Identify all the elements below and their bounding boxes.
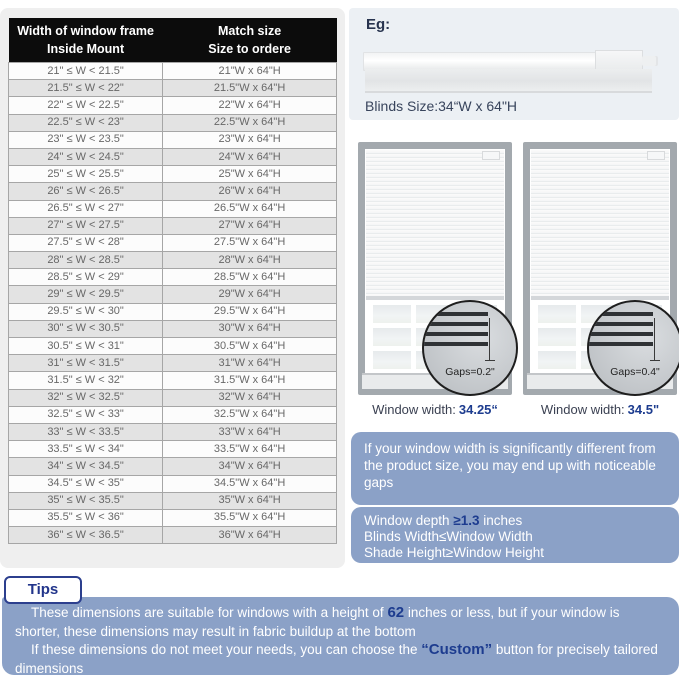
tips-panel [2,597,679,675]
cellular-shade [531,150,669,300]
table-row [9,286,337,303]
gap-measure-line [489,318,490,360]
width-range-cell: 27.5" ≤ W < 28" [9,234,163,251]
table-row [9,372,337,389]
table-row [9,389,337,406]
table-row [9,355,337,372]
gap-measure-tick [650,360,660,361]
table-row [9,475,337,492]
width-range-cell: 22.5" ≤ W < 23" [9,114,163,131]
width-range-cell: 29" ≤ W < 29.5" [9,286,163,303]
match-size-cell: 29.5"W x 64"H [163,303,337,320]
header-line: Inside Mount [47,42,125,56]
tips-custom-button-ref: “Custom” [421,641,493,659]
width-range-cell: 35.5" ≤ W < 36" [9,509,163,526]
shade-tab [647,151,665,160]
table-row [9,80,337,97]
gap-measure-line [654,318,655,360]
requirements-note [351,507,679,563]
width-range-cell: 34" ≤ W < 34.5" [9,458,163,475]
width-range-cell: 22" ≤ W < 22.5" [9,97,163,114]
window-illustration-2 [523,142,677,395]
table-row [9,492,337,509]
width-range-cell: 23" ≤ W < 23.5" [9,131,163,148]
tips-tab: Tips [4,576,82,604]
width-range-cell: 28.5" ≤ W < 29" [9,269,163,286]
match-size-cell: 25"W x 64"H [163,166,337,183]
match-size-cell: 35.5"W x 64"H [163,509,337,526]
width-range-cell: 30.5" ≤ W < 31" [9,338,163,355]
table-row [9,63,337,80]
header-width-of-window-frame [9,18,163,63]
tips-height-value: 62 [387,604,405,621]
match-size-cell: 28.5"W x 64"H [163,269,337,286]
tips-paragraph-1: These dimensions are suitable for windows with a height of 62 inches or less, but if your window is shorter, these dimensions may result in fabric buildup at the bottom [15,604,620,639]
requirement-line-height: Shade Height≥Window Height [364,545,545,561]
blinds-headrail-illustration [363,52,663,96]
cellular-shade [366,150,504,300]
gap-magnifier-2 [587,300,679,396]
match-size-cell: 26.5"W x 64"H [163,200,337,217]
requirement-line-depth: Window depth ≥1.3 inches [364,513,523,528]
table-row [9,217,337,234]
width-range-cell: 31.5" ≤ W < 32" [9,372,163,389]
width-range-cell: 31" ≤ W < 31.5" [9,355,163,372]
table-row [9,509,337,526]
gap-magnifier-1 [422,300,518,396]
header-line: Width of window frame [17,23,154,38]
window-illustration-1 [358,142,512,395]
headrail-shade-edge [365,69,652,93]
match-size-cell: 31"W x 64"H [163,355,337,372]
width-range-cell: 27" ≤ W < 27.5" [9,217,163,234]
table-row [9,97,337,114]
size-table-body [9,63,337,544]
width-range-cell: 29.5" ≤ W < 30" [9,303,163,320]
match-size-cell: 36"W x 64"H [163,527,337,544]
header-match-size [163,18,337,63]
example-box [349,8,679,120]
window-width-caption-1 [358,402,512,417]
table-row [9,166,337,183]
width-range-cell: 35" ≤ W < 35.5" [9,492,163,509]
match-size-cell: 21"W x 64"H [163,63,337,80]
window-width-value: 34.25“ [458,402,498,417]
table-row [9,234,337,251]
width-range-cell: 34.5" ≤ W < 35" [9,475,163,492]
tips-paragraph-2: If these dimensions do not meet your needs, you can choose the “Custom” button for precisely tailored dimensions [15,641,658,676]
width-range-cell: 28" ≤ W < 28.5" [9,252,163,269]
window-width-label: Window width: [372,402,456,417]
match-size-cell: 23"W x 64"H [163,131,337,148]
header-line: Match size [217,23,282,38]
table-row [9,114,337,131]
window-width-label: Window width: [540,402,625,417]
gap-measure-tick [485,360,495,361]
match-size-cell: 27.5"W x 64"H [163,234,337,251]
match-size-cell: 24"W x 64"H [163,148,337,165]
match-size-cell: 22.5"W x 64"H [163,114,337,131]
table-row [9,338,337,355]
width-range-cell: 26" ≤ W < 26.5" [9,183,163,200]
match-size-cell: 30"W x 64"H [163,320,337,337]
width-range-cell: 33.5" ≤ W < 34" [9,441,163,458]
width-range-cell: 26.5" ≤ W < 27" [9,200,163,217]
table-row [9,458,337,475]
blinds-size-caption: Blinds Size:34“W x 64"H [365,98,518,114]
match-size-cell: 32.5"W x 64"H [163,406,337,423]
table-row [9,200,337,217]
width-range-cell: 21.5" ≤ W < 22" [9,80,163,97]
match-size-cell: 33"W x 64"H [163,423,337,440]
match-size-cell: 34"W x 64"H [163,458,337,475]
window-width-caption-2 [523,402,677,417]
table-row [9,252,337,269]
match-size-cell: 35"W x 64"H [163,492,337,509]
gap-stripes [422,312,488,350]
width-range-cell: 33" ≤ W < 33.5" [9,423,163,440]
header-line: Size to ordere [208,42,291,56]
size-chart-card [0,8,345,568]
width-range-cell: 36" ≤ W < 36.5" [9,527,163,544]
pane [538,305,576,323]
window-width-value: 34.5" [627,402,660,417]
match-size-cell: 22"W x 64"H [163,97,337,114]
table-row [9,148,337,165]
gap-label: Gaps=0.2" [445,366,495,378]
table-row [9,320,337,337]
width-range-cell: 30" ≤ W < 30.5" [9,320,163,337]
match-size-cell: 27"W x 64"H [163,217,337,234]
width-range-cell: 24" ≤ W < 24.5" [9,148,163,165]
table-row [9,527,337,544]
match-size-cell: 33.5"W x 64"H [163,441,337,458]
shade-tab [482,151,500,160]
gap-label: Gaps=0.4" [610,366,660,378]
table-row [9,269,337,286]
depth-value: ≥1.3 [453,513,480,528]
match-size-cell: 34.5"W x 64"H [163,475,337,492]
example-label: Eg: [366,16,391,33]
table-row [9,183,337,200]
headrail-knob [642,56,656,66]
pane [538,351,576,369]
gap-warning-note: If your window width is significantly different from the product size, you may end up with noticeable gaps [351,432,679,505]
requirement-line-width: Blinds Width≤Window Width [364,529,533,545]
table-row [9,131,337,148]
match-size-cell: 32"W x 64"H [163,389,337,406]
match-size-cell: 29"W x 64"H [163,286,337,303]
pane [538,328,576,346]
match-size-cell: 21.5"W x 64"H [163,80,337,97]
size-table-header-row [9,18,337,63]
width-range-cell: 21" ≤ W < 21.5" [9,63,163,80]
match-size-cell: 26"W x 64"H [163,183,337,200]
table-row [9,406,337,423]
width-range-cell: 32.5" ≤ W < 33" [9,406,163,423]
pane [373,351,411,369]
gap-stripes [587,312,653,350]
size-table [8,18,337,544]
pane [373,328,411,346]
table-row [9,303,337,320]
table-row [9,423,337,440]
pane [373,305,411,323]
match-size-cell: 30.5"W x 64"H [163,338,337,355]
table-row [9,441,337,458]
width-range-cell: 25" ≤ W < 25.5" [9,166,163,183]
match-size-cell: 31.5"W x 64"H [163,372,337,389]
match-size-cell: 28"W x 64"H [163,252,337,269]
width-range-cell: 32" ≤ W < 32.5" [9,389,163,406]
